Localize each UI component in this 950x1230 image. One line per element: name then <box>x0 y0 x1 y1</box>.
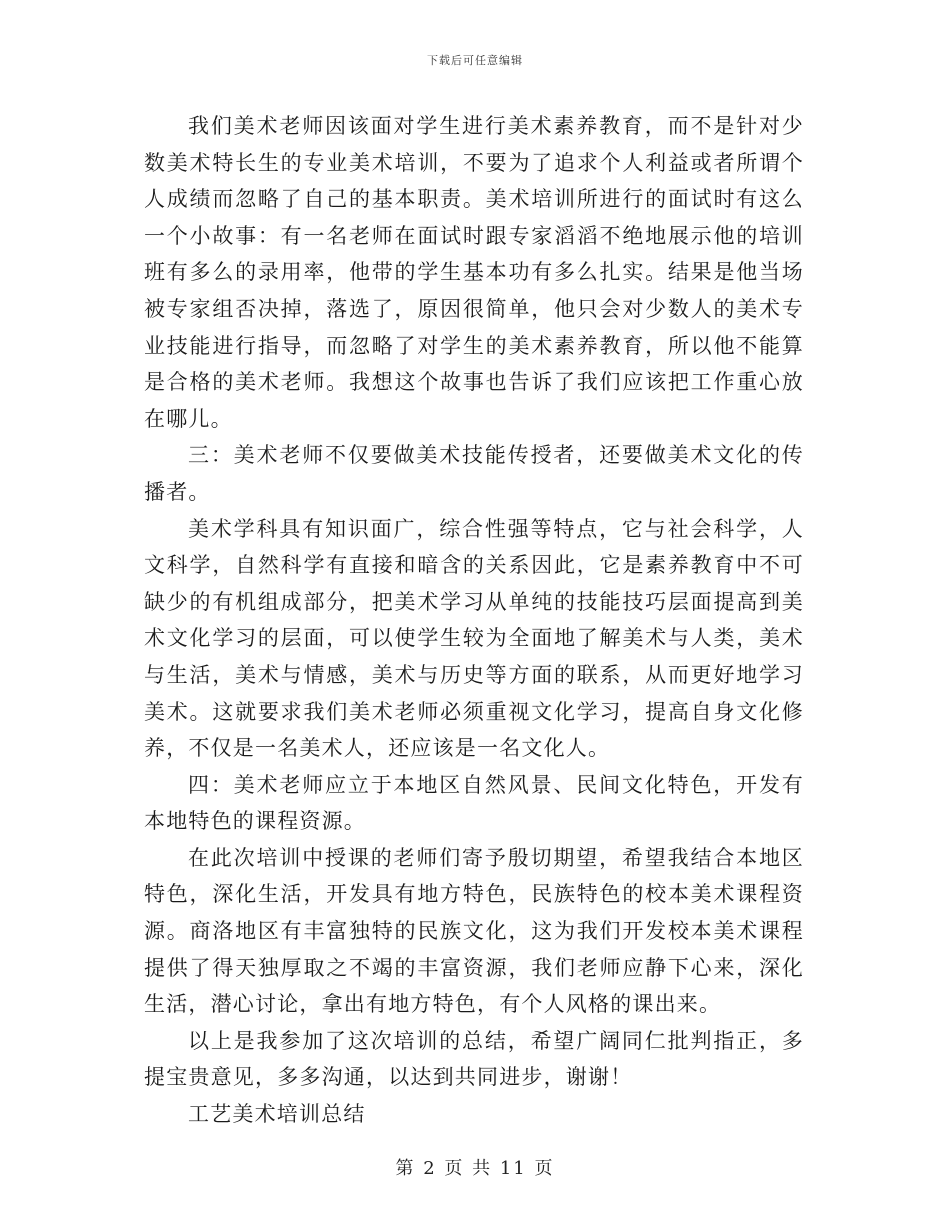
paragraph: 四：美术老师应立于本地区自然风景、民间文化特色，开发有本地特色的课程资源。 <box>144 772 804 834</box>
document-body <box>144 108 804 1133</box>
page-number: 第 2 页 共 11 页 <box>395 1158 555 1179</box>
section-title: 工艺美术培训总结 <box>188 1102 366 1127</box>
paragraph: 三：美术老师不仅要做美术技能传授者，还要做美术文化的传播者。 <box>144 443 804 504</box>
paragraph: 我们美术老师因该面对学生进行美术素养教育，而不是针对少数美术特长生的专业美术培训，不要为了追求个人利益或者所谓个人成绩而忽略了自己的基本职责。美术培训所进行的面试时有这么一个小故事：有一名老师在面试时跟专家滔滔不绝地展示他的培训班有多么的录用率，他带的学生基本功有多么扎实。结果是他当场被专家组否决掉，落选了，原因很简单，他只会对少数人的美术专业技能进行指导，而忽略了对学生的美术素养教育，所以他不能算是合格的美术老师。我想这个故事也告诉了我们应该把工作重心放在哪儿。 <box>144 114 804 431</box>
page-header: 下载后可任意编辑 <box>427 54 523 67</box>
paragraph: 美术学科具有知识面广，综合性强等特点，它与社会科学，人文科学，自然科学有直接和暗含的关系因此，它是素养教育中不可缺少的有机组成部分，把美术学习从单纯的技能技巧层面提高到美术文化学习的层面，可以使学生较为全面地了解美术与人类，美术与生活，美术与情感，美术与历史等方面的联系，从而更好地学习美术。这就要求我们美术老师必须重视文化学习，提高自身文化修养，不仅是一名美术人，还应该是一名文化人。 <box>144 516 804 761</box>
paragraph: 以上是我参加了这次培训的总结，希望广阔同仁批判指正，多提宝贵意见，多多沟通，以达到共同进步，谢谢！ <box>144 1028 804 1090</box>
paragraph: 在此次培训中授课的老师们寄予殷切期望，希望我结合本地区特色，深化生活，开发具有地方特色，民族特色的校本美术课程资源。商洛地区有丰富独特的民族文化，这为我们开发校本美术课程提供了得天独厚取之不竭的丰富资源，我们老师应静下心来，深化生活，潜心讨论，拿出有地方特色，有个人风格的课出来。 <box>144 845 804 1017</box>
